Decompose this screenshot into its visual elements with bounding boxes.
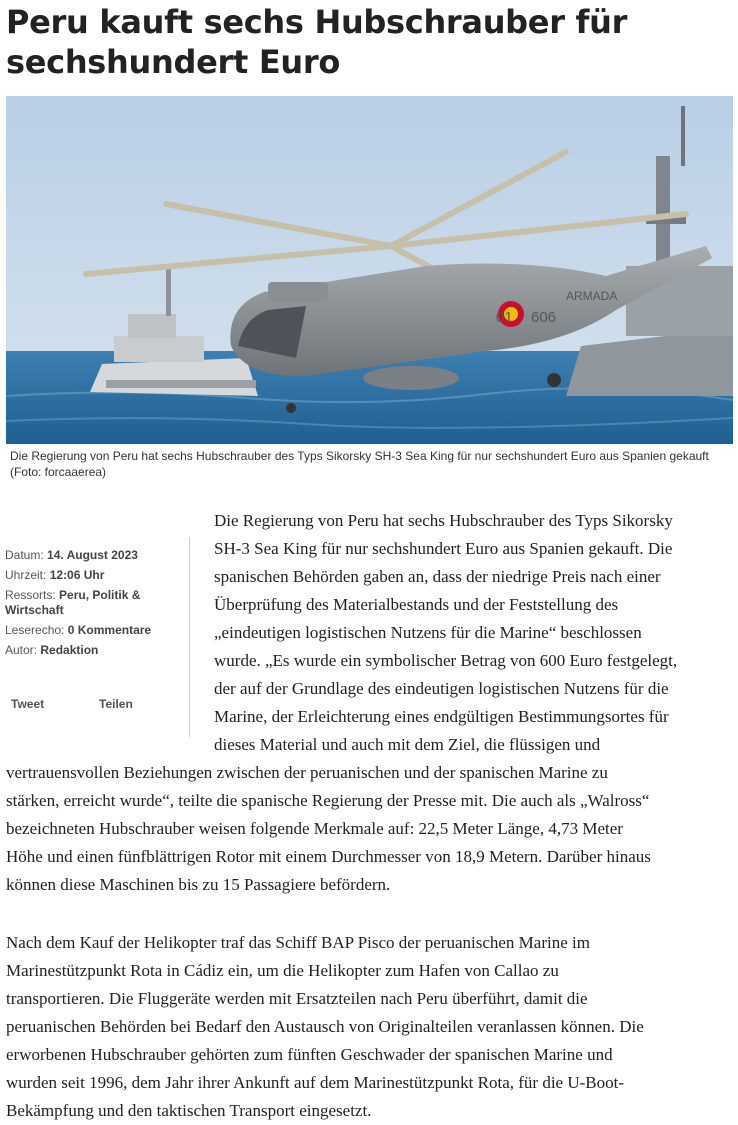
text-line: SH-3 Sea King für nur sechshundert Euro aus Spanien gekauft. Die [214, 539, 673, 558]
text-line: stärken, erreicht wurde“, teilte die spanische Regierung der Presse mit. Die auch als „Walross“ [6, 791, 650, 810]
text-line: Überprüfung des Materialbestands und der Feststellung des [214, 595, 619, 614]
article-headline: Peru kauft sechs Hubschrauber für sechshundert Euro [6, 3, 628, 81]
meta-echo: Leserecho: 0 Kommentare [5, 623, 152, 637]
comments-link[interactable]: 0 Kommentare [67, 623, 152, 637]
paragraph-1-wide [6, 759, 734, 899]
svg-text:01: 01 [496, 309, 513, 326]
article-meta [5, 548, 187, 663]
paragraph-1-narrow [214, 507, 734, 759]
text-line: erworbenen Hubschrauber gehörten zum fünften Geschwader der spanischen Marine und [6, 1045, 613, 1064]
meta-time: Uhrzeit: 12:06 Uhr [5, 568, 105, 582]
text-line: Höhe und einen fünfblättrigen Rotor mit einem Durchmesser von 18,9 Metern. Darüber hinaus [6, 847, 651, 866]
meta-date-value: 14. August 2023 [47, 548, 138, 562]
text-line: der auf der Grundlage des eindeutigen logistischen Nutzens für die [214, 679, 669, 698]
text-line: wurden seit 1996, dem Jahr ihrer Ankunft auf dem Marinestützpunkt Rota, für die U-Boot- [6, 1073, 625, 1092]
text-line: dieses Material und auch mit dem Ziel, die flüssigen und [214, 735, 601, 754]
meta-ressorts-link[interactable]: Peru, Politik & Wirtschaft [5, 588, 141, 617]
text-line: bezeichneten Hubschrauber weisen folgende Merkmale auf: 22,5 Meter Länge, 4,73 Meter [6, 819, 623, 838]
meta-divider [189, 537, 190, 737]
tweet-button[interactable]: Tweet [11, 697, 45, 711]
hero-image [6, 96, 733, 444]
text-line: vertrauensvollen Beziehungen zwischen der peruanischen und der spanischen Marine zu [6, 763, 608, 782]
svg-text:606: 606 [531, 309, 557, 326]
svg-text:ARMADA: ARMADA [566, 289, 618, 303]
text-line: Bekämpfung und den taktischen Transport eingesetzt. [6, 1101, 372, 1120]
text-line: Marine, der Erleichterung eines endgültigen Bestimmungsortes für [214, 707, 669, 726]
text-line: „eindeutigen logistischen Nutzens für die Marine“ beschlossen [214, 623, 642, 642]
text-line: transportieren. Die Fluggeräte werden mit Ersatzteilen nach Peru überführt, damit die [6, 989, 588, 1008]
meta-author: Autor: Redaktion [5, 643, 99, 657]
text-line: spanischen Behörden gaben an, dass der niedrige Preis nach einer [214, 567, 661, 586]
text-line: Die Regierung von Peru hat sechs Hubschrauber des Typs Sikorsky [214, 511, 673, 530]
paragraph-2 [6, 929, 734, 1125]
text-line: peruanischen Behörden bei Bedarf den Austausch von Originalteilen veranlassen können. Die [6, 1017, 644, 1036]
author-link[interactable]: Redaktion [40, 643, 99, 657]
share-button[interactable]: Teilen [99, 697, 133, 711]
text-line: Marinestützpunkt Rota in Cádiz ein, um die Helikopter zum Hafen von Callao zu [6, 961, 559, 980]
text-line: wurde. „Es wurde ein symbolischer Betrag von 600 Euro festgelegt, [214, 651, 678, 670]
image-caption: Die Regierung von Peru hat sechs Hubschrauber des Typs Sikorsky SH-3 Sea King für nur sechshundert Euro aus Spanien gekauft (Foto: forcaaerea) [10, 449, 709, 479]
meta-date: Datum: 14. August 2023 [5, 548, 138, 562]
meta-time-value: 12:06 Uhr [49, 568, 105, 582]
meta-ressorts: Ressorts: Peru, Politik & Wirtschaft [5, 588, 141, 617]
text-line: Nach dem Kauf der Helikopter traf das Schiff BAP Pisco der peruanischen Marine im [6, 933, 590, 952]
text-line: können diese Maschinen bis zu 15 Passagiere befördern. [6, 875, 391, 894]
